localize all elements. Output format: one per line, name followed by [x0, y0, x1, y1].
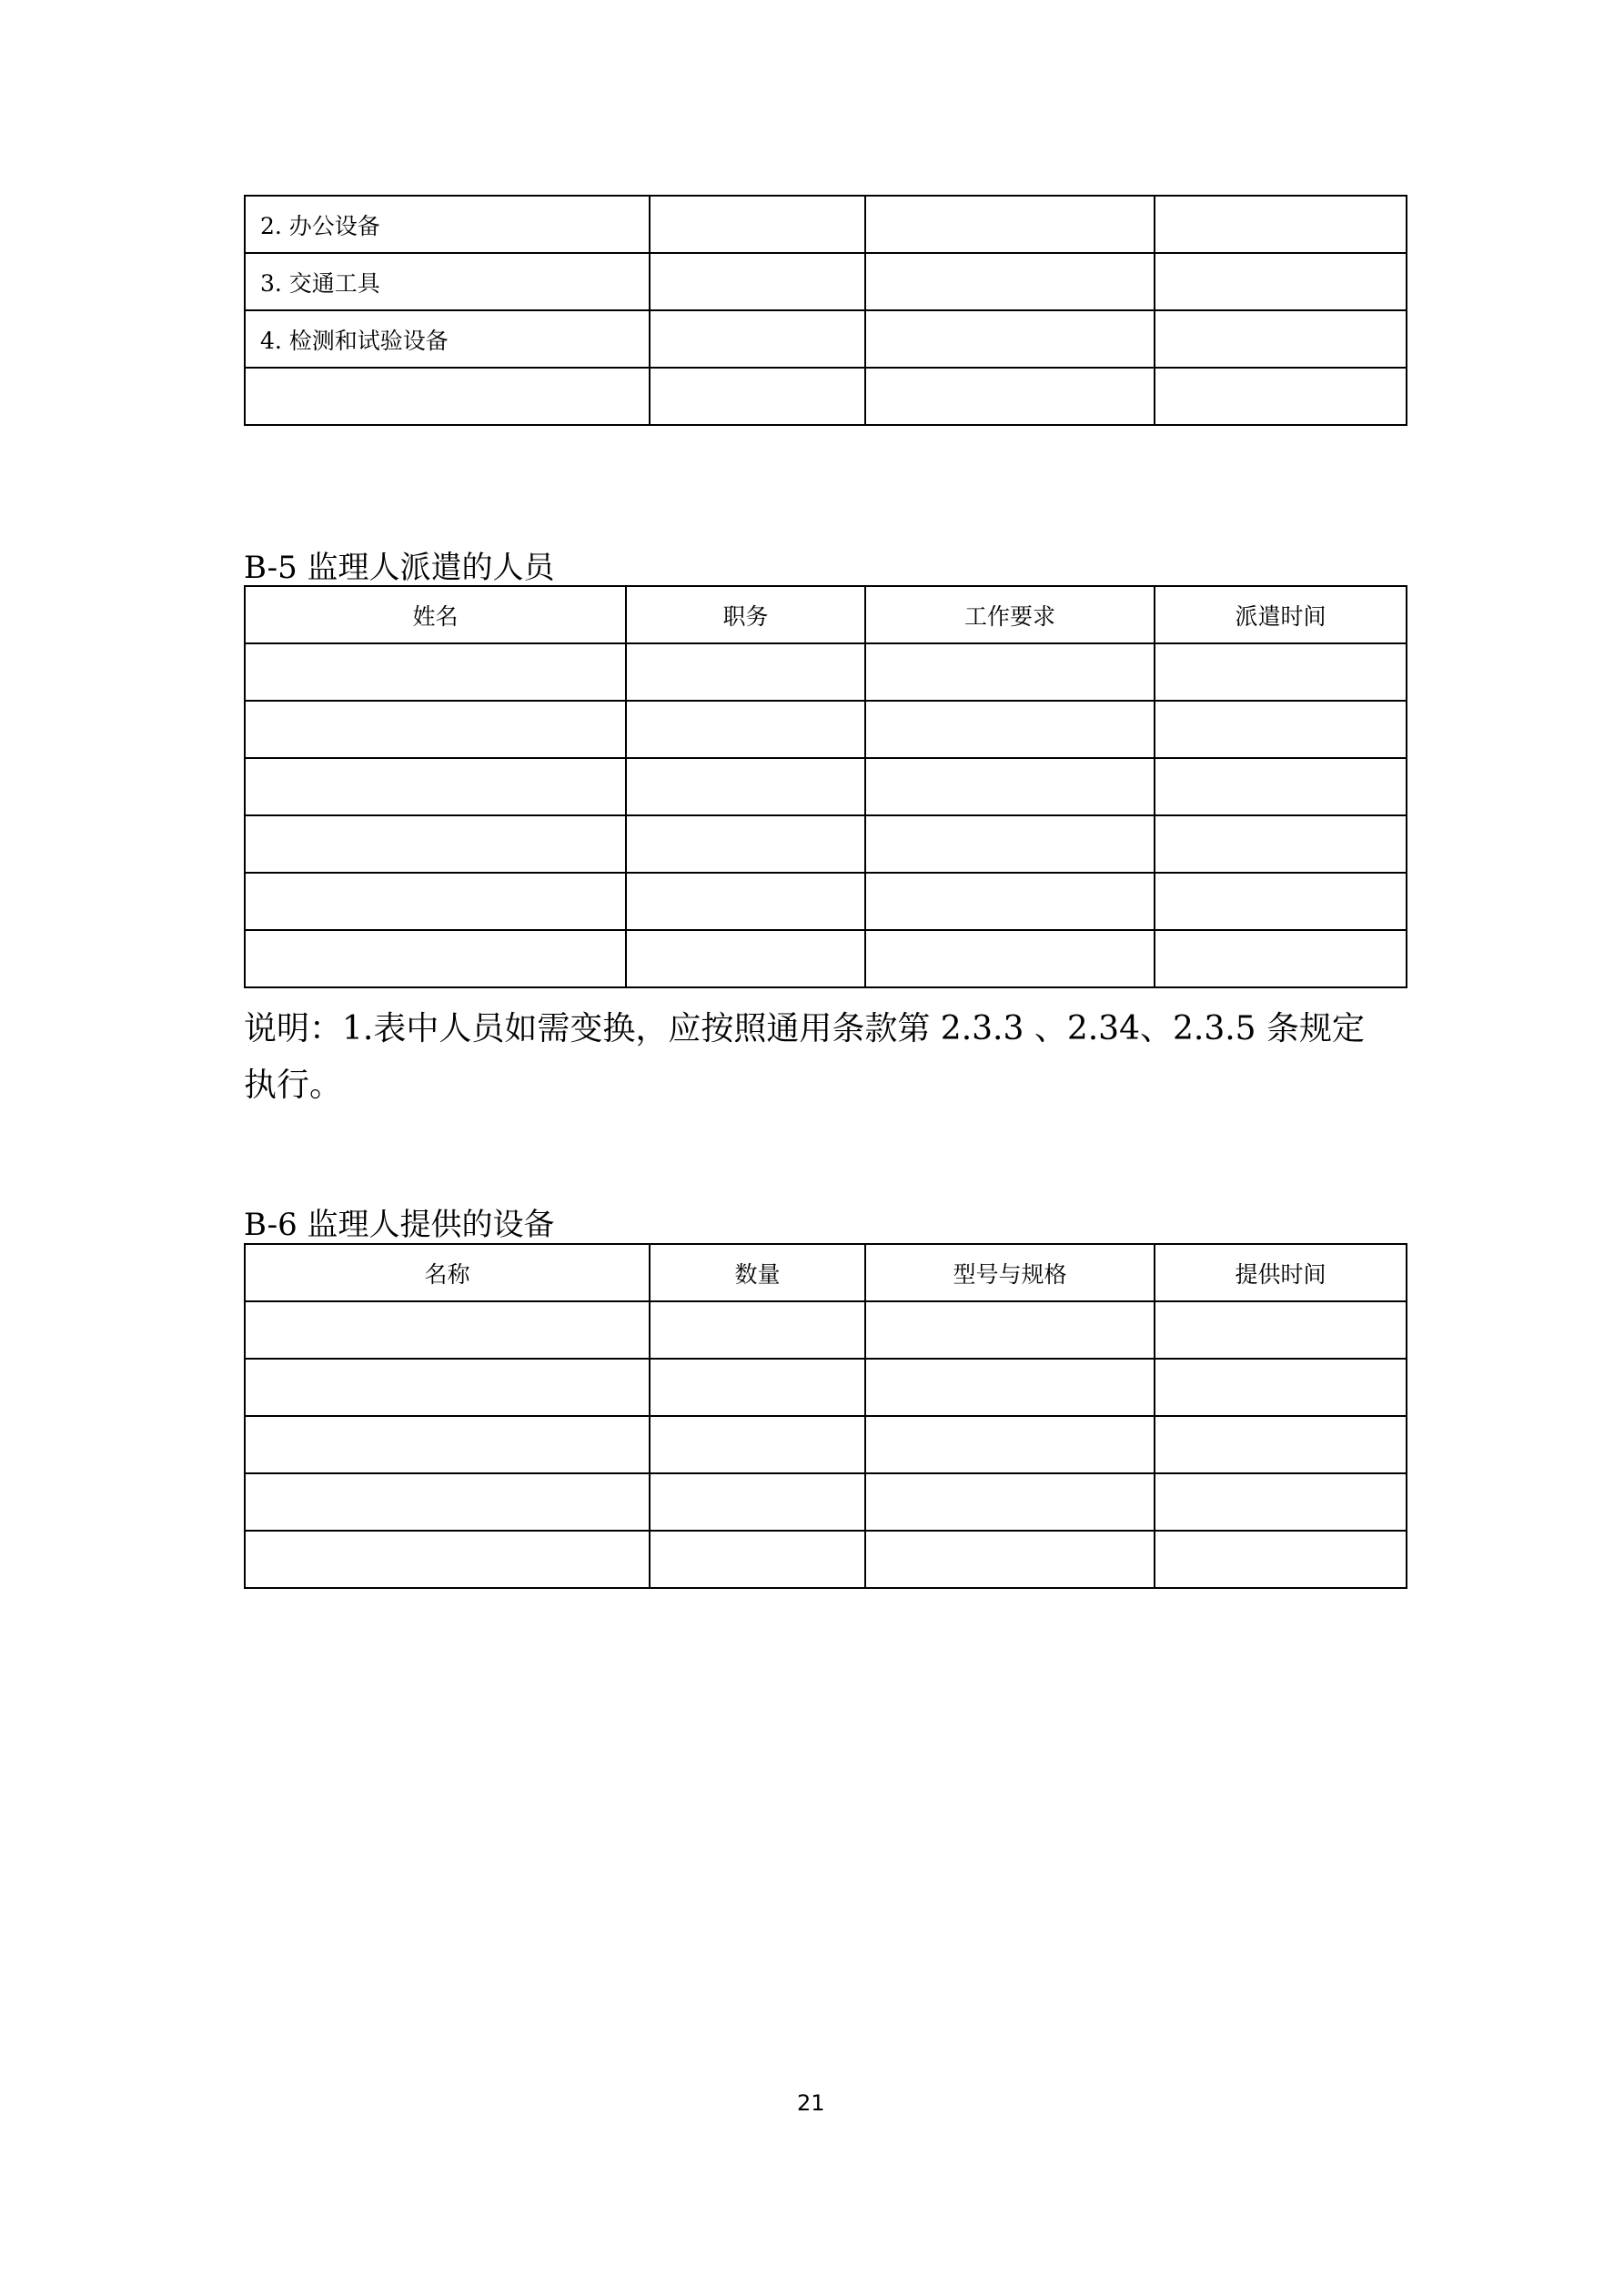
- table-cell: [245, 701, 626, 758]
- table-cell: 2. 办公设备: [245, 196, 650, 253]
- table-cell: [1155, 930, 1407, 987]
- table-cell: [245, 873, 626, 930]
- table-cell: [1155, 1359, 1407, 1416]
- table-cell: 4. 检测和试验设备: [245, 310, 650, 368]
- column-header-name: 名称: [245, 1244, 650, 1301]
- table-cell: [1155, 368, 1407, 425]
- table-row: [245, 701, 1407, 758]
- table-cell: [245, 1359, 650, 1416]
- table-cell: [626, 815, 865, 873]
- column-header-requirements: 工作要求: [865, 586, 1155, 643]
- table-row: [245, 1416, 1407, 1473]
- note-line-1: 说明：1.表中人员如需变换，应按照通用条款第 2.3.3 、2.34、2.3.5 条规定: [244, 1010, 1366, 1047]
- table-cell: [865, 1473, 1155, 1531]
- table-cell: [865, 643, 1155, 701]
- table-cell: [650, 253, 865, 310]
- b5-heading: B-5 监理人派遣的人员: [244, 550, 555, 586]
- table-cell: 3. 交通工具: [245, 253, 650, 310]
- table-cell: [626, 873, 865, 930]
- table-cell: [650, 1531, 865, 1588]
- table-row: [245, 815, 1407, 873]
- table-header-row: [245, 1244, 1407, 1301]
- table-row: [245, 310, 1407, 368]
- table-cell: [245, 815, 626, 873]
- table-row: [245, 1473, 1407, 1531]
- table-cell: [1155, 310, 1407, 368]
- table-cell: [650, 1473, 865, 1531]
- table-cell: [650, 310, 865, 368]
- table-row: [245, 1531, 1407, 1588]
- table-cell: [1155, 253, 1407, 310]
- table-cell: [1155, 1416, 1407, 1473]
- table-row: [245, 253, 1407, 310]
- table-row: [245, 930, 1407, 987]
- table-row: [245, 643, 1407, 701]
- column-header-model-spec: 型号与规格: [865, 1244, 1155, 1301]
- table-cell: [865, 196, 1155, 253]
- table-row: [245, 1359, 1407, 1416]
- table-row: [245, 196, 1407, 253]
- table-cell: [1155, 873, 1407, 930]
- table-cell: [245, 930, 626, 987]
- table-cell: [626, 930, 865, 987]
- table-cell: [245, 1473, 650, 1531]
- table-cell: [245, 368, 650, 425]
- table-cell: [865, 253, 1155, 310]
- page-number: 21: [797, 2090, 825, 2116]
- table-cell: [650, 196, 865, 253]
- table-cell: [245, 1416, 650, 1473]
- table-cell: [626, 758, 865, 815]
- equipment-table: [244, 1243, 1407, 1589]
- table-cell: [1155, 815, 1407, 873]
- table-row: [245, 368, 1407, 425]
- table-cell: [245, 758, 626, 815]
- table-cell: [865, 701, 1155, 758]
- table-cell: [865, 758, 1155, 815]
- note-line-2: 执行。: [244, 1067, 343, 1104]
- b6-heading: B-6 监理人提供的设备: [244, 1207, 555, 1243]
- table-cell: [1155, 1301, 1407, 1359]
- table-cell: [650, 1359, 865, 1416]
- column-header-dispatch-time: 派遣时间: [1155, 586, 1407, 643]
- table-cell: [1155, 643, 1407, 701]
- personnel-table: [244, 585, 1407, 988]
- table-cell: [650, 368, 865, 425]
- equipment-continuation-table: [244, 195, 1407, 426]
- table-cell: [865, 368, 1155, 425]
- table-cell: [650, 1301, 865, 1359]
- column-header-supply-time: 提供时间: [1155, 1244, 1407, 1301]
- table-cell: [650, 1416, 865, 1473]
- table-cell: [1155, 758, 1407, 815]
- table-cell: [865, 310, 1155, 368]
- column-header-quantity: 数量: [650, 1244, 865, 1301]
- table-cell: [865, 1416, 1155, 1473]
- table-cell: [865, 1301, 1155, 1359]
- table-cell: [865, 1359, 1155, 1416]
- table-cell: [1155, 1531, 1407, 1588]
- table-row: [245, 758, 1407, 815]
- table-cell: [1155, 196, 1407, 253]
- table-cell: [245, 1531, 650, 1588]
- table-cell: [865, 873, 1155, 930]
- table-cell: [865, 1531, 1155, 1588]
- table-cell: [626, 643, 865, 701]
- column-header-position: 职务: [626, 586, 865, 643]
- table-row: [245, 873, 1407, 930]
- table-cell: [865, 930, 1155, 987]
- table-row: [245, 1301, 1407, 1359]
- column-header-name: 姓名: [245, 586, 626, 643]
- table-cell: [626, 701, 865, 758]
- b5-note: [244, 1001, 1365, 1114]
- table-cell: [1155, 1473, 1407, 1531]
- table-header-row: [245, 586, 1407, 643]
- table-cell: [865, 815, 1155, 873]
- table-cell: [245, 1301, 650, 1359]
- table-cell: [1155, 701, 1407, 758]
- table-cell: [245, 643, 626, 701]
